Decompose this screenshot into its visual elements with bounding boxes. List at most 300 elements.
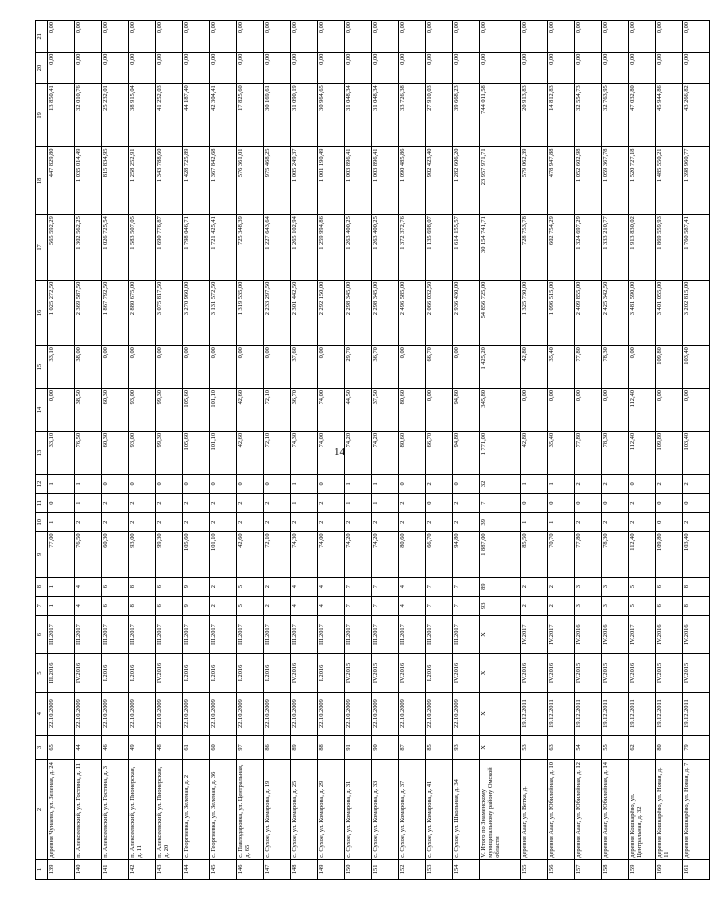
table-cell: 7 — [453, 577, 480, 596]
table-cell: 148 — [291, 859, 318, 879]
table-cell: 76,50 — [75, 431, 102, 474]
table-cell: 576 361,01 — [237, 147, 264, 215]
table-cell: 0,00 — [237, 346, 264, 389]
table-cell: 2 — [210, 513, 237, 532]
table-cell: 2 — [264, 494, 291, 513]
table-cell: 74,20 — [345, 431, 372, 474]
table-cell: 66,70 — [426, 346, 453, 389]
table-cell: 103,40 — [683, 346, 710, 389]
table-row — [453, 21, 480, 880]
table-cell: 4 — [399, 596, 426, 615]
table-row — [656, 21, 683, 880]
table-cell: 30 169,61 — [264, 84, 291, 147]
table-cell: 1 760 587,41 — [683, 215, 710, 280]
table-cell: III.2017 — [75, 615, 102, 653]
table-cell: 4 — [318, 577, 345, 596]
table-cell: 2 409 855,00 — [575, 280, 602, 345]
table-cell: IV.2016 — [291, 654, 318, 692]
table-cell: 0,00 — [629, 52, 656, 84]
table-cell: 7 — [345, 596, 372, 615]
table-cell: 35,40 — [548, 431, 575, 474]
table-cell: 149 — [318, 859, 345, 879]
table-cell: 0,00 — [75, 21, 102, 53]
table-cell: 66,70 — [426, 431, 453, 474]
table-cell: IV.2015 — [345, 654, 372, 692]
table-cell: 1 — [75, 474, 102, 493]
table-cell: X — [480, 615, 521, 653]
table-cell: 79 — [683, 735, 710, 760]
table-cell: 1 265 102,94 — [291, 215, 318, 280]
table-row — [264, 21, 291, 880]
table-cell: 74,20 — [372, 532, 399, 577]
table-cell: 7 — [426, 577, 453, 596]
table-cell: 2 — [426, 513, 453, 532]
table-cell: 0 — [656, 494, 683, 513]
table-cell: 2 — [129, 494, 156, 513]
table-cell: 2 — [548, 577, 575, 596]
table-cell: 74,00 — [318, 431, 345, 474]
table-cell: IV.2016 — [548, 654, 575, 692]
total-row — [480, 21, 521, 880]
table-row — [183, 21, 210, 880]
table-cell: 0,00 — [156, 21, 183, 53]
table-cell: 2 — [210, 494, 237, 513]
table-cell: 4 — [291, 577, 318, 596]
address-cell: с. Сухое, ул. Комарова, д. 41 — [426, 760, 453, 859]
table-cell: 8 — [129, 577, 156, 596]
table-cell: 112,40 — [629, 389, 656, 432]
table-cell: 76,50 — [75, 532, 102, 577]
table-cell: 22.10.2009 — [453, 692, 480, 735]
table-cell: 0,00 — [102, 346, 129, 389]
table-cell: 0,00 — [453, 346, 480, 389]
table-cell: 0,00 — [75, 52, 102, 84]
column-header: 5 — [36, 654, 48, 692]
table-cell: 30 154 741,71 — [480, 215, 521, 280]
table-cell: 158 — [602, 859, 629, 879]
table-cell: 159 — [629, 859, 656, 879]
table-cell: 47 032,80 — [629, 84, 656, 147]
table-cell: 8 — [683, 577, 710, 596]
table-cell: 2 — [237, 513, 264, 532]
address-cell: п. Алексеевский, ул. Пионерская, д. 20 — [156, 760, 183, 859]
table-cell: 1 — [372, 494, 399, 513]
table-cell: 1 052 602,98 — [575, 147, 602, 215]
table-cell: 1 325 730,00 — [521, 280, 548, 345]
table-cell: 3 131 572,50 — [210, 280, 237, 345]
table-cell: 0,00 — [548, 52, 575, 84]
table-cell: 3 481 590,00 — [629, 280, 656, 345]
table-cell: 0,00 — [521, 52, 548, 84]
table-cell: 0 — [210, 474, 237, 493]
table-cell: 27 910,03 — [426, 84, 453, 147]
table-cell: 3 401 055,00 — [656, 280, 683, 345]
table-cell: 0,00 — [656, 52, 683, 84]
address-cell: п. Алексеевский, ул. Гостина, д. 11 — [75, 760, 102, 859]
table-cell: 1 302 562,25 — [75, 215, 102, 280]
table-cell: 2 — [399, 494, 426, 513]
table-cell: 22.10.2009 — [129, 692, 156, 735]
table-cell: 5 — [629, 577, 656, 596]
table-cell: 1 025 272,50 — [48, 280, 75, 345]
table-cell: IV.2015 — [602, 654, 629, 692]
table-cell: 22.10.2009 — [399, 692, 426, 735]
table-cell: 2 298 345,00 — [372, 280, 399, 345]
table-cell: 0,00 — [683, 21, 710, 53]
table-cell: 19.12.2011 — [575, 692, 602, 735]
table-cell: 60,30 — [102, 389, 129, 432]
table-cell: 0 — [399, 474, 426, 493]
column-header: 17 — [36, 215, 48, 280]
table-cell: 22.10.2009 — [183, 692, 210, 735]
table-cell: 1 — [521, 513, 548, 532]
table-cell: 19.12.2011 — [683, 692, 710, 735]
table-cell: 1 367 842,68 — [210, 147, 237, 215]
table-cell: 33 726,38 — [399, 84, 426, 147]
table-cell: 19.12.2011 — [521, 692, 548, 735]
table-cell: 160 — [656, 859, 683, 879]
column-header: 18 — [36, 147, 48, 215]
table-row — [683, 21, 710, 880]
table-cell: 0,00 — [548, 389, 575, 432]
address-cell: п. Алексеевский, ул. Пионерская, д. 11 — [129, 760, 156, 859]
table-cell: 0,00 — [575, 389, 602, 432]
table-cell: 72,10 — [264, 389, 291, 432]
table-cell: 0,00 — [480, 52, 521, 84]
table-cell: 2 — [210, 596, 237, 615]
table-cell: 109,80 — [656, 532, 683, 577]
address-cell: с. Павлодаровка, ул. Центральная, д. 65 — [237, 760, 264, 859]
table-cell: 6 — [102, 596, 129, 615]
table-cell: 5 — [237, 577, 264, 596]
table-cell: 6 — [156, 596, 183, 615]
address-cell: деревня Аааг, ул. Юбилейная, д. 14 — [602, 760, 629, 859]
table-cell: 99,30 — [156, 431, 183, 474]
table-cell: IV.2017 — [629, 615, 656, 653]
table-cell: 13 850,41 — [48, 84, 75, 147]
table-body — [48, 21, 710, 880]
table-cell: 2 — [656, 474, 683, 493]
table-cell: 31 048,34 — [372, 84, 399, 147]
table-cell: 3 202 815,00 — [683, 280, 710, 345]
table-cell: 1 — [48, 474, 75, 493]
table-cell: 74,30 — [291, 532, 318, 577]
table-cell: 77,80 — [575, 346, 602, 389]
table-cell: 0,00 — [129, 21, 156, 53]
table-cell: 42,80 — [521, 431, 548, 474]
table-cell: 2 — [629, 513, 656, 532]
table-cell: 3 270 960,00 — [183, 280, 210, 345]
header-row — [36, 21, 48, 880]
table-cell: 155 — [521, 859, 548, 879]
table-cell: 35,40 — [548, 346, 575, 389]
table-cell: 2 066 032,50 — [426, 280, 453, 345]
table-cell: 1 324 697,29 — [575, 215, 602, 280]
table-cell: 1 — [291, 474, 318, 493]
table-cell: 6 — [656, 577, 683, 596]
table-cell: 32 554,73 — [575, 84, 602, 147]
table-cell: IV.2016 — [521, 654, 548, 692]
column-header: 10 — [36, 513, 48, 532]
table-cell: III.2017 — [453, 615, 480, 653]
table-cell: 43 266,82 — [683, 84, 710, 147]
table-cell: 2 — [575, 474, 602, 493]
table-cell: 49 — [129, 735, 156, 760]
address-cell: с. Георгиевка, ул. Зеленая, д. 36 — [210, 760, 237, 859]
table-cell: 1 690 776,87 — [156, 215, 183, 280]
column-header: 14 — [36, 389, 48, 432]
table-cell: 5 — [629, 596, 656, 615]
table-cell: 146 — [237, 859, 264, 879]
table-row — [237, 21, 264, 880]
table-cell: 2 — [156, 513, 183, 532]
table-cell: 0,00 — [453, 52, 480, 84]
table-cell: 80,60 — [399, 532, 426, 577]
table-cell: 36,70 — [372, 346, 399, 389]
table-cell: 1 583 507,05 — [129, 215, 156, 280]
table-cell: 32 010,76 — [75, 84, 102, 147]
table-cell: I.2016 — [129, 654, 156, 692]
table-cell: 99,30 — [156, 532, 183, 577]
table-cell: 141 — [102, 859, 129, 879]
table-cell: 2 — [683, 474, 710, 493]
address-cell: с. Сухое, ул. Комарова, д. 31 — [345, 760, 372, 859]
address-cell: с. Сухое, ул. Комарова, д. 33 — [372, 760, 399, 859]
table-cell: 3 — [575, 596, 602, 615]
table-cell: 2 425 342,50 — [602, 280, 629, 345]
table-cell: IV.2016 — [453, 654, 480, 692]
address-cell: с. Георгиевка, ул. Зеленая, д. 2 — [183, 760, 210, 859]
table-cell: 6 — [656, 596, 683, 615]
table-cell: 161 — [683, 859, 710, 879]
table-cell: 37,60 — [291, 346, 318, 389]
table-cell: 42 304,41 — [210, 84, 237, 147]
table-cell: 2 — [102, 494, 129, 513]
table-cell: 80,60 — [399, 389, 426, 432]
table-cell: 0,00 — [183, 21, 210, 53]
table-cell: III.2017 — [183, 615, 210, 653]
table-cell: 25 232,01 — [102, 84, 129, 147]
table-cell: 0 — [48, 494, 75, 513]
table-cell: III.2016 — [48, 654, 75, 692]
table-cell: 8 — [129, 596, 156, 615]
table-cell: IV.2017 — [548, 615, 575, 653]
table-cell: 1 — [48, 596, 75, 615]
table-cell: 22.10.2009 — [318, 692, 345, 735]
table-cell: 0,00 — [656, 389, 683, 432]
table-cell: 7 — [480, 494, 521, 513]
table-cell: 0,00 — [129, 346, 156, 389]
table-cell: 0,00 — [548, 21, 575, 53]
table-cell: 2 — [602, 474, 629, 493]
table-cell: 91 — [345, 735, 372, 760]
table-cell: 105,60 — [183, 431, 210, 474]
table-cell: 90 — [372, 735, 399, 760]
table-cell: 70,70 — [548, 532, 575, 577]
table-row — [345, 21, 372, 880]
table-cell: 33,10 — [48, 346, 75, 389]
table-cell: 105,60 — [183, 389, 210, 432]
address-cell: деревня Аааг, ул. Юбилейная, д. 12 — [575, 760, 602, 859]
table-cell: 74,30 — [291, 431, 318, 474]
table-cell: III.2017 — [372, 615, 399, 653]
table-cell: 0,00 — [602, 389, 629, 432]
table-cell: 22.10.2009 — [264, 692, 291, 735]
table-cell: III.2017 — [291, 615, 318, 653]
table-cell: 2 — [575, 513, 602, 532]
column-header: 3 — [36, 735, 48, 760]
table-cell: 2 — [453, 513, 480, 532]
table-cell: 77,80 — [575, 532, 602, 577]
table-cell: 5 — [237, 596, 264, 615]
table-cell: 2 — [129, 513, 156, 532]
table-cell: IV.2016 — [602, 615, 629, 653]
table-cell: 0 — [183, 474, 210, 493]
table-cell: 1 428 725,89 — [183, 147, 210, 215]
table-cell: 0,00 — [521, 389, 548, 432]
table-cell: 2 — [521, 577, 548, 596]
address-cell: п. Алексеевский, ул. Гостина, д. 3 — [102, 760, 129, 859]
table-cell: 143 — [156, 859, 183, 879]
table-cell: 1 227 643,64 — [264, 215, 291, 280]
table-cell: 66,70 — [426, 532, 453, 577]
table-cell: 1 — [372, 474, 399, 493]
table-cell: 0,00 — [345, 21, 372, 53]
table-cell: 4 — [291, 596, 318, 615]
table-cell: 2 880 675,00 — [129, 280, 156, 345]
table-cell: 2 — [629, 494, 656, 513]
table-cell: 157 — [575, 859, 602, 879]
table-cell: 0,00 — [426, 21, 453, 53]
table-cell: 7 — [453, 596, 480, 615]
table-cell: III.2017 — [210, 615, 237, 653]
column-header: 16 — [36, 280, 48, 345]
table-cell: I.2016 — [102, 654, 129, 692]
table-cell: 1 — [548, 513, 575, 532]
table-cell: 36,70 — [291, 389, 318, 432]
table-cell: 62 — [629, 735, 656, 760]
address-cell: с. Сухое, ул. Школьная, д. 34 — [453, 760, 480, 859]
table-cell: 72,10 — [264, 431, 291, 474]
table-cell: 2 — [264, 513, 291, 532]
table-cell: 1 — [291, 494, 318, 513]
table-cell: 0 — [656, 513, 683, 532]
table-cell: 345,80 — [480, 389, 521, 432]
table-cell: 97 — [237, 735, 264, 760]
table-cell: 2 — [453, 494, 480, 513]
table-cell: 602 754,29 — [548, 215, 575, 280]
table-cell: 0 — [129, 474, 156, 493]
table-cell: 19.12.2011 — [629, 692, 656, 735]
table-cell: 1 035 014,49 — [75, 147, 102, 215]
table-cell: 93 — [480, 596, 521, 615]
table-cell: 8 — [683, 596, 710, 615]
table-cell: 77,00 — [48, 532, 75, 577]
table-cell: 1 — [345, 474, 372, 493]
table-cell: 60 — [210, 735, 237, 760]
table-cell: 9 — [183, 596, 210, 615]
table-cell: 2 369 587,50 — [75, 280, 102, 345]
table-cell: 78,30 — [602, 532, 629, 577]
table-cell: 2 — [210, 577, 237, 596]
table-cell: 0 — [102, 474, 129, 493]
table-cell: 1 001 190,49 — [318, 147, 345, 215]
address-cell: деревня Аааг, ул. Юбилейная, д. 10 — [548, 760, 575, 859]
table-cell: 0,00 — [426, 389, 453, 432]
table-cell: 14 812,83 — [548, 84, 575, 147]
address-cell: с. Сухое, ул. Комарова, д. 37 — [399, 760, 426, 859]
table-cell: 93,00 — [129, 389, 156, 432]
table-cell: I.2016 — [210, 654, 237, 692]
table-cell: 1 913 830,02 — [629, 215, 656, 280]
table-cell: 48 — [156, 735, 183, 760]
table-cell: 0,00 — [426, 52, 453, 84]
table-cell: 103,40 — [683, 431, 710, 474]
table-cell: 0,00 — [237, 21, 264, 53]
table-cell: 2 — [372, 513, 399, 532]
table-cell: 109,80 — [656, 431, 683, 474]
column-header: 13 — [36, 431, 48, 474]
address-cell: деревня Кошкарёво, ул. Центральная, д. 32 — [629, 760, 656, 859]
table-cell: I.2016 — [237, 654, 264, 692]
table-cell: 38,50 — [75, 389, 102, 432]
table-cell: 0,00 — [399, 21, 426, 53]
table-cell: 1 — [345, 494, 372, 513]
table-cell: III.2017 — [48, 615, 75, 653]
table-cell: 0,00 — [602, 52, 629, 84]
table-cell: 80,60 — [399, 431, 426, 474]
table-cell: 1 282 606,20 — [453, 147, 480, 215]
table-cell: 815 834,95 — [102, 147, 129, 215]
table-cell: 4 — [399, 577, 426, 596]
table-cell: 112,40 — [629, 532, 656, 577]
page-number: 14 — [334, 446, 345, 458]
table-row — [129, 21, 156, 880]
table-cell: 22.10.2009 — [210, 692, 237, 735]
table-cell: 1 — [521, 474, 548, 493]
table-cell: 78,30 — [602, 346, 629, 389]
table-cell: 152 — [399, 859, 426, 879]
table-cell: 478 947,88 — [548, 147, 575, 215]
table-cell: 32 — [480, 474, 521, 493]
table-cell: 94,80 — [453, 431, 480, 474]
table-cell: 74,00 — [318, 389, 345, 432]
table-cell: 2 — [264, 596, 291, 615]
table-cell: 2 292 150,00 — [318, 280, 345, 345]
table-cell: IV.2016 — [399, 654, 426, 692]
table-cell: 7 — [372, 577, 399, 596]
table-cell: 87 — [399, 735, 426, 760]
column-header: 7 — [36, 596, 48, 615]
table-cell: 0,00 — [264, 346, 291, 389]
table-cell: 0,00 — [48, 389, 75, 432]
table-cell: 74,20 — [345, 532, 372, 577]
table-cell: 0,00 — [399, 346, 426, 389]
table-cell: 151 — [372, 859, 399, 879]
table-cell: 144 — [183, 859, 210, 879]
table-cell: IV.2015 — [575, 654, 602, 692]
table-cell: 65 — [48, 735, 75, 760]
table-cell: 0 — [602, 494, 629, 513]
table-cell: IV.2016 — [575, 615, 602, 653]
table-cell: 0,00 — [48, 21, 75, 53]
address-cell: деревня Аааг, ул. Ветка, д. — [521, 760, 548, 859]
table-cell: 22.10.2009 — [345, 692, 372, 735]
table-cell: 86 — [264, 735, 291, 760]
table-cell: IV.2016 — [75, 654, 102, 692]
table-cell: 22.10.2009 — [48, 692, 75, 735]
table-cell: 54 — [575, 735, 602, 760]
